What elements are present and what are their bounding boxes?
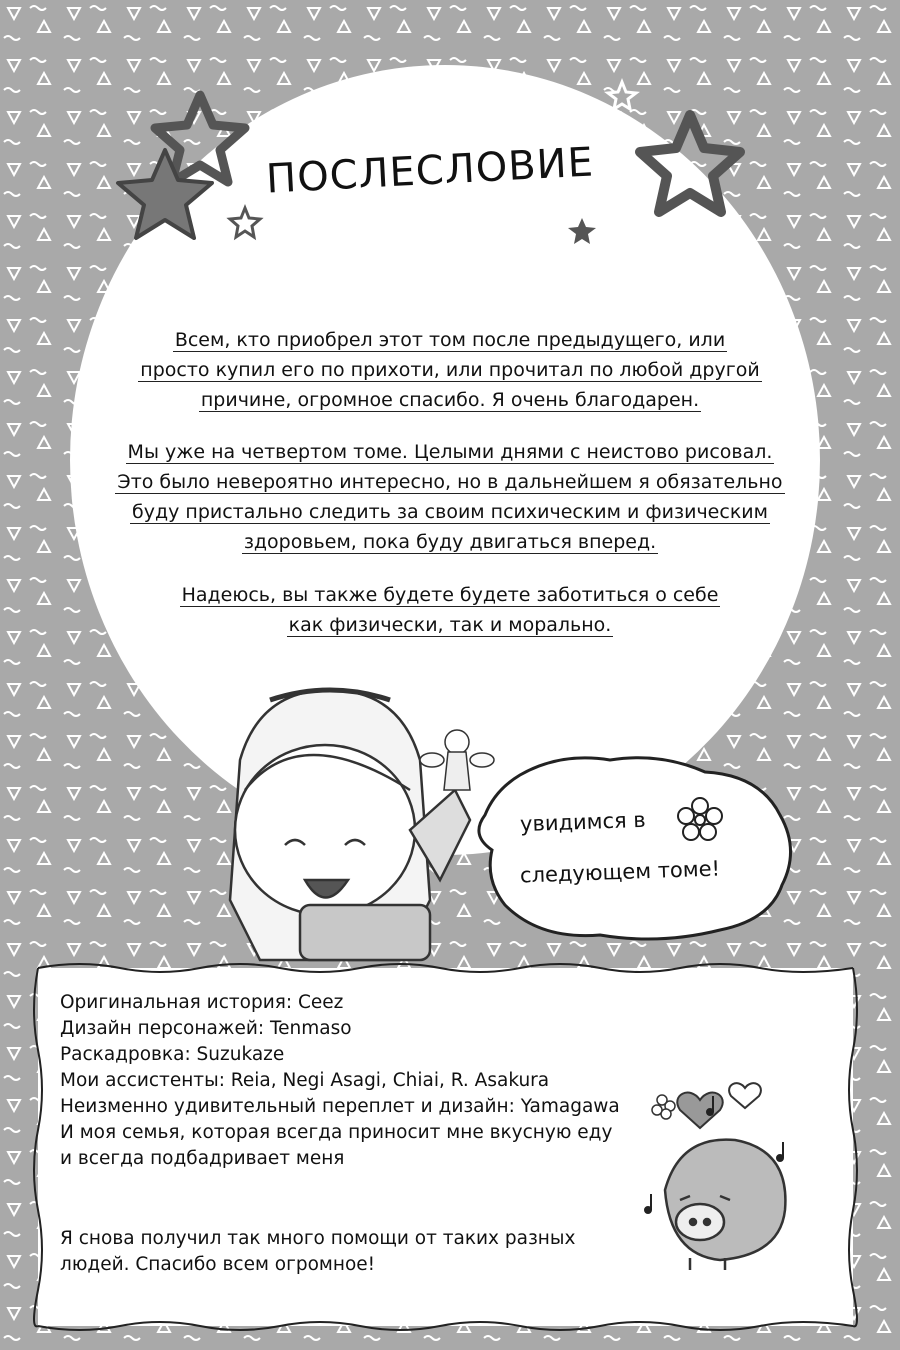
text-line: Это было невероятно интересно, но в дальнейшем я обязательно — [117, 471, 783, 493]
thanks-note — [60, 1226, 660, 1278]
thanks-line: Я снова получил так много помощи от таких разных — [60, 1228, 576, 1249]
credit-line: Оригинальная история: Ceez — [60, 992, 344, 1013]
credits-list — [60, 990, 700, 1172]
text-line: как физически, так и морально. — [288, 614, 612, 636]
page-title: ПОСЛЕСЛОВИЕ — [265, 139, 595, 203]
text-line: здоровьем, пока буду двигаться вперед. — [243, 531, 657, 553]
text-line: Всем, кто приобрел этот том после предыдущего, или — [174, 329, 726, 351]
text-line: Мы уже на четвертом томе. Целыми днями с неистово рисовал. — [127, 441, 773, 463]
credit-line: Мои ассистенты: Reia, Negi Asagi, Chiai, R. Asakura — [60, 1070, 550, 1091]
bubble-line-2: следующем томе! — [519, 856, 721, 888]
paragraph-2 — [80, 437, 820, 557]
credit-line: Дизайн персонажей: Tenmaso — [60, 1018, 352, 1039]
text-line: причине, огромное спасибо. Я очень благодарен. — [200, 389, 700, 411]
credit-line: И моя семья, которая всегда приносит мне вкусную еду — [60, 1122, 613, 1143]
text-line: просто купил его по прихоти, или прочитал по любой другой — [140, 359, 760, 381]
text-line: буду пристально следить за своим психическим и физическим — [132, 501, 768, 523]
credit-line: Неизменно удивительный переплет и дизайн: Yamagawa — [60, 1096, 620, 1117]
text-line: Надеюсь, вы также будете будете заботиться о себе — [181, 584, 719, 606]
credit-line: и всегда подбадривает меня — [60, 1148, 345, 1169]
bubble-line-1: увидимся в — [519, 807, 647, 837]
paragraph-1 — [80, 325, 820, 415]
paragraph-3 — [80, 580, 820, 640]
credit-line: Раскадровка: Suzukaze — [60, 1044, 285, 1065]
speech-bubble — [479, 758, 791, 939]
thanks-line: людей. Спасибо всем огромное! — [60, 1254, 376, 1275]
